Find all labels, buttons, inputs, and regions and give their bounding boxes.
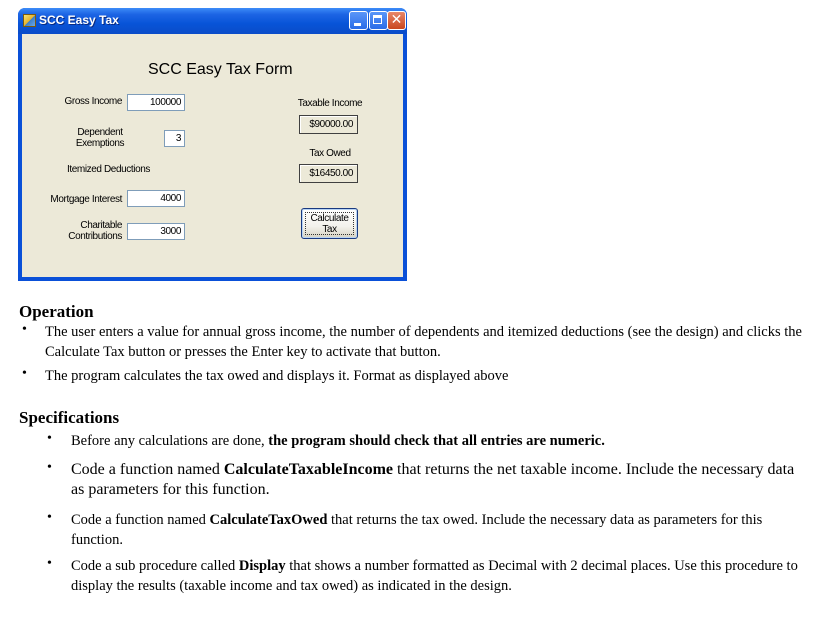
app-window bbox=[18, 8, 407, 281]
itemized-deductions-label: Itemized Deductions bbox=[67, 164, 151, 175]
tax-owed-label: Tax Owed bbox=[309, 148, 351, 159]
spec-item-2-bold: CalculateTaxableIncome bbox=[223, 461, 394, 478]
spec-item-3-bold: CalculateTaxOwed bbox=[209, 512, 328, 528]
bullet: • bbox=[22, 366, 27, 381]
maximize-icon bbox=[373, 15, 382, 24]
dependents-label: Dependent Exemptions bbox=[75, 127, 125, 149]
bullet: • bbox=[47, 431, 52, 446]
spec-item-2-tail: that returns the net taxable income. Include the necessary data as parameters for this function. bbox=[71, 461, 795, 498]
tax-owed-output: $16450.00 bbox=[299, 164, 358, 183]
title-bar[interactable] bbox=[18, 8, 407, 34]
taxable-income-label: Taxable Income bbox=[297, 98, 363, 109]
minimize-icon bbox=[354, 23, 361, 26]
dependents-input[interactable]: 3 bbox=[164, 130, 185, 147]
operation-heading: Operation bbox=[19, 302, 94, 321]
form-client-area bbox=[22, 34, 403, 277]
close-button[interactable] bbox=[387, 11, 406, 30]
app-icon bbox=[23, 14, 36, 27]
taxable-income-output: $90000.00 bbox=[299, 115, 358, 134]
spec-item-3 bbox=[71, 510, 811, 550]
form-heading: SCC Easy Tax Form bbox=[148, 61, 293, 78]
mortgage-interest-input[interactable]: 4000 bbox=[127, 190, 185, 207]
gross-income-input[interactable]: 100000 bbox=[127, 94, 185, 111]
charitable-contributions-input[interactable]: 3000 bbox=[127, 223, 185, 240]
charitable-contributions-label: Charitable Contributions bbox=[68, 220, 122, 242]
calculate-tax-label: Calculate Tax bbox=[310, 212, 349, 235]
spec-item-1-text: Before any calculations are done, bbox=[71, 433, 269, 449]
spec-item-4-tail: that shows a number formatted as Decimal with 2 decimal places. Use this procedure to display the results (taxable income and tax owed) as indicated in the design. bbox=[71, 558, 798, 594]
bullet: • bbox=[47, 460, 52, 475]
focus-rectangle bbox=[305, 212, 354, 235]
operation-item-1: The user enters a value for annual gross income, the number of dependents and itemized deductions (see the design) and clicks the Calculate Tax button or presses the Enter key to activate that button. bbox=[45, 324, 802, 360]
maximize-button[interactable] bbox=[369, 11, 388, 30]
gross-income-label: Gross Income bbox=[64, 96, 122, 107]
calculate-tax-button[interactable] bbox=[301, 208, 358, 239]
bullet: • bbox=[47, 556, 52, 571]
spec-item-2-text: Code a function named bbox=[71, 461, 224, 478]
mortgage-interest-label: Mortgage Interest bbox=[50, 194, 122, 205]
spec-item-1 bbox=[71, 431, 811, 451]
specifications-heading: Specifications bbox=[19, 408, 120, 427]
close-icon: ✕ bbox=[390, 12, 403, 28]
spec-item-1-bold: the program should check that all entries are numeric. bbox=[268, 433, 605, 449]
bullet: • bbox=[22, 322, 27, 337]
spec-item-4-text: Code a sub procedure called bbox=[71, 558, 239, 574]
spec-item-4 bbox=[71, 556, 811, 596]
minimize-button[interactable] bbox=[349, 11, 368, 30]
bullet: • bbox=[47, 510, 52, 525]
operation-item-2: The program calculates the tax owed and displays it. Format as displayed above bbox=[45, 368, 509, 384]
window-title: SCC Easy Tax bbox=[39, 13, 119, 27]
spec-item-3-tail: that returns the tax owed. Include the necessary data as parameters for this function. bbox=[71, 512, 763, 548]
spec-item-2 bbox=[71, 460, 811, 500]
spec-item-4-bold: Display bbox=[238, 558, 286, 574]
spec-item-3-text: Code a function named bbox=[71, 512, 210, 528]
